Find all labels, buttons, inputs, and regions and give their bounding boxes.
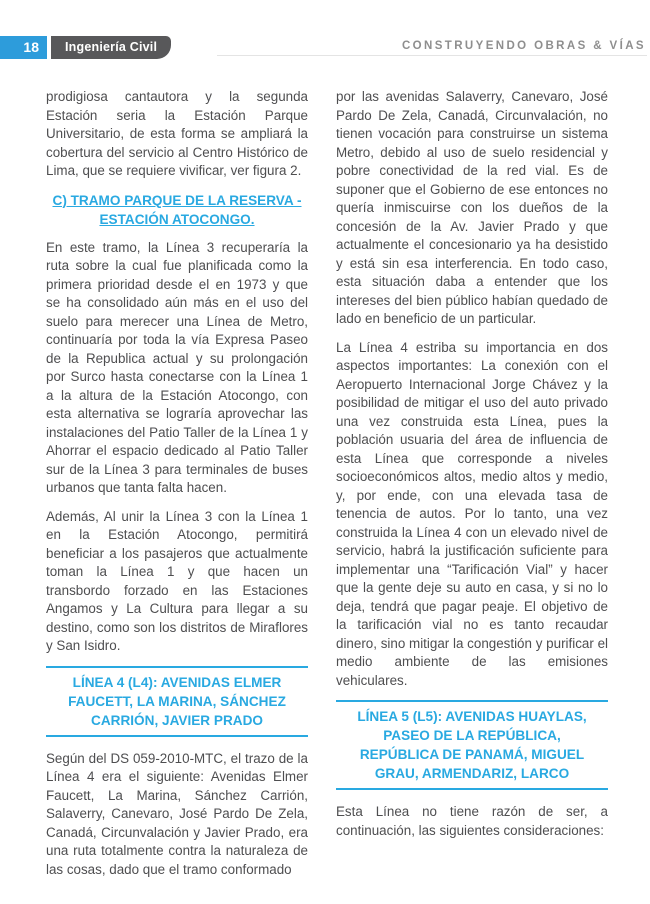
paragraph: Esta Línea no tiene razón de ser, a continuación, las siguientes consideraciones: bbox=[336, 804, 608, 838]
paragraph: prodigiosa cantautora y la segunda Estación seria la Estación Parque Universitario, de esta forma se ampliará la cobertura del servicio al Centro Histórico de Lima, que se requiere vivificar, ver figura 2. bbox=[46, 89, 308, 178]
section-heading-linea4 bbox=[46, 666, 308, 737]
page-number-badge: 18 bbox=[0, 36, 47, 59]
left-column bbox=[46, 88, 308, 889]
section-heading-linea4-text: LÍNEA 4 (L4): AVENIDAS ELMER FAUCETT, LA MARINA, SÁNCHEZ CARRIÓN, JAVIER PRADO bbox=[68, 674, 286, 728]
magazine-title: CONSTRUYENDO OBRAS & VÍAS bbox=[401, 40, 646, 52]
section-heading-linea5-text: LÍNEA 5 (L5): AVENIDAS HUAYLAS, PASEO DE LA REPÚBLICA, REPÚBLICA DE PANAMÁ, MIGUEL GRAU, ARMENDARIZ, LARCO bbox=[357, 709, 587, 781]
section-heading-tramo: C) TRAMO PARQUE DE LA RESERVA - ESTACIÓN ATOCONGO. bbox=[52, 192, 302, 227]
paragraph: por las avenidas Salaverry, Canevaro, José Pardo De Zela, Canadá, Circunvalación, no tienen vocación para construirse un sistema Metro, debido al uso de suelo residencial y pobre conectividad de la red vial. Es de suponer que el Gobierno de ese entonces no quería inmiscuirse con los dueños de la concesión de la Av. Javier Prado y que actualmente el concesionario ya ha desistido y está sin esa interferencia. En todo caso, esta situación daba a entender que los intereses del bien público habían quedado de lado en beneficio de un particular. bbox=[336, 89, 608, 326]
page-content bbox=[46, 88, 608, 889]
paragraph: Según del DS 059-2010-MTC, el trazo de la Línea 4 era el siguiente: Avenidas Elmer Faucett, La Marina, Sánchez Carrión, Salaverry, Canevaro, José Pardo De Zela, Canadá, Circunvalación y Javier Prado, era una ruta totalmente contra la naturaleza de las cosas, dado que el tramo conformado bbox=[46, 750, 308, 877]
section-badge: Ingeniería Civil bbox=[51, 36, 171, 59]
paragraph: La Línea 4 estriba su importancia en dos aspectos importantes: La conexión con el Aeropuerto Internacional Jorge Chávez y la posibilidad de mitigar el uso del auto privado una vez construida esta Línea, pues la población usuaria del área de influencia de esta Línea que corresponde a niveles socioeconómicos altos, medio altos y medio, y, por ende, con una elevada tasa de tenencia de autos. Por lo tanto, una vez construida la Línea 4 con un elevado nivel de servicio, habrá la justificación suficiente para implementar una “Tarificación Vial” y hacer que la gente deje su auto en casa, y si no lo deja, tendrá que pagar peaje. El objetivo de la tarificación vial no es tanto recaudar dinero, sino mitigar la congestión y purificar el medio ambiente de las emisiones vehiculares. bbox=[336, 339, 608, 688]
paragraph: En este tramo, la Línea 3 recuperaría la ruta sobre la cual fue planificada como la primera prioridad desde el en 1973 y que se ha consolidado aún más en el uso del suelo para merecer una Línea de Metro, continuaría por toda la vía Expresa Paseo de la Republica actual y su prolongación por Surco hasta conectarse con la Línea 1 a la altura de la Estación Atocongo, con esta alternativa se lograría aprovechar las instalaciones del Patio Taller de la Línea 1 y Ahorrar el espacio dedicado al Patio Taller sur de la Línea 3 para terminales de buses urbanos que tanta falta hacen. bbox=[46, 239, 308, 495]
paragraph: Además, Al unir la Línea 3 con la Línea 1 en la Estación Atocongo, permitirá beneficiar a los pasajeros que actualmente toman la Línea 1 y que hacen un transbordo forzado en las Estaciones Angamos y La Cultura para llegar a su destino, como son los distritos de Miraflores y San Isidro. bbox=[46, 508, 308, 653]
header-rule bbox=[217, 55, 647, 56]
right-column bbox=[336, 88, 608, 889]
section-heading-linea5 bbox=[336, 700, 608, 790]
